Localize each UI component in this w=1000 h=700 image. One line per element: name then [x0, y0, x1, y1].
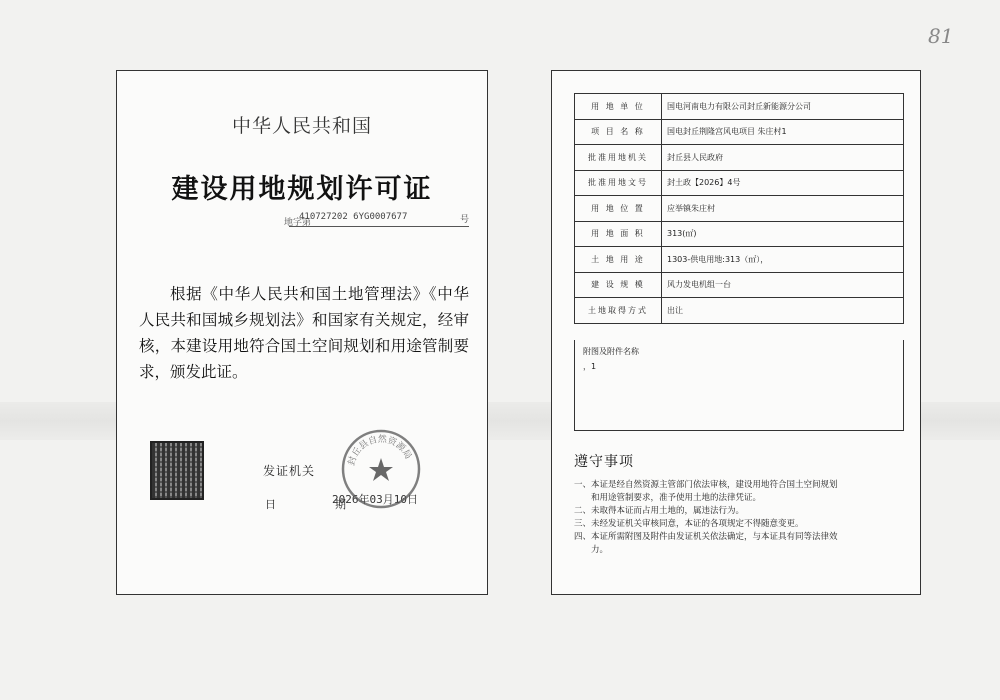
notice-heading: 遵守事项 [574, 454, 634, 470]
permit-title: 建设用地规划许可证 [171, 174, 433, 205]
svg-text:封丘县自然资源局: 封丘县自然资源局 [347, 434, 413, 467]
attachments-label: 附图及附件名称 [583, 347, 639, 356]
row-key: 用 地 位 置 [575, 196, 662, 222]
row-value: 国电河南电力有限公司封丘新能源分公司 [662, 94, 904, 120]
table-row [575, 272, 904, 298]
notice-item: 和用途管制要求，准予使用土地的法律凭证。 [574, 493, 762, 503]
notice-item: 四、本证所需附图及附件由发证机关依法确定，与本证具有同等法律效 [574, 532, 838, 542]
row-key: 土地取得方式 [575, 298, 662, 324]
table-row [575, 170, 904, 196]
table-row [575, 119, 904, 145]
issuing-authority-label: 发证机关 [263, 464, 316, 478]
notice-list [574, 479, 909, 557]
notice-item: 一、本证是经自然资源主管部门依法审核，建设用地符合国土空间规划 [574, 480, 838, 490]
cert-prefix: 地字第 [284, 218, 312, 228]
row-key: 批准用地文号 [575, 170, 662, 196]
permit-cover-page [116, 70, 488, 595]
row-value: 313(㎡) [662, 221, 904, 247]
cert-suffix: 号 [460, 215, 470, 225]
permit-statement: 根据《中华人民共和国土地管理法》《中华人民共和国城乡规划法》和国家有关规定，经审核，本建设用地符合国土空间规划和用途管制要求，颁发此证。 [139, 285, 469, 381]
table-row [575, 298, 904, 324]
row-key: 用 地 面 积 [575, 221, 662, 247]
table-row [575, 145, 904, 171]
table-row [575, 221, 904, 247]
certificate-number-line [284, 212, 469, 228]
row-value: 封土政【2026】4号 [662, 170, 904, 196]
handwritten-page-mark: 81 [928, 24, 954, 48]
row-key: 用 地 单 位 [575, 94, 662, 120]
row-key: 批准用地机关 [575, 145, 662, 171]
attachments-value: ，1 [583, 362, 597, 371]
qr-code-icon [150, 441, 204, 500]
country-heading: 中华人民共和国 [231, 115, 372, 137]
notice-item: 三、未经发证机关审核同意，本证的各项规定不得随意变更。 [574, 519, 804, 529]
row-value: 国电封丘荆隆宫风电项目 朱庄村1 [662, 119, 904, 145]
issue-date: 2026年03月10日 [332, 493, 418, 506]
table-row [575, 94, 904, 120]
table-row [575, 196, 904, 222]
row-key: 建 设 规 模 [575, 272, 662, 298]
certificate-number: 410727202 6YG0007677 [299, 212, 408, 222]
row-value: 风力发电机组一台 [662, 272, 904, 298]
row-value: 应举镇朱庄村 [662, 196, 904, 222]
date-label: 日 期 [265, 498, 370, 511]
official-seal-icon [340, 428, 422, 510]
land-use-details-table [574, 93, 904, 324]
row-key: 土 地 用 途 [575, 247, 662, 273]
row-value: 1303-供电用地:313（㎡）， [662, 247, 904, 273]
notice-item: 二、未取得本证而占用土地的，属违法行为。 [574, 506, 745, 516]
attachments-box [574, 340, 904, 431]
row-value: 封丘县人民政府 [662, 145, 904, 171]
notice-item: 力。 [574, 545, 609, 555]
row-value: 出让 [662, 298, 904, 324]
permit-details-page [551, 70, 921, 595]
row-key: 项 目 名 称 [575, 119, 662, 145]
table-row [575, 247, 904, 273]
